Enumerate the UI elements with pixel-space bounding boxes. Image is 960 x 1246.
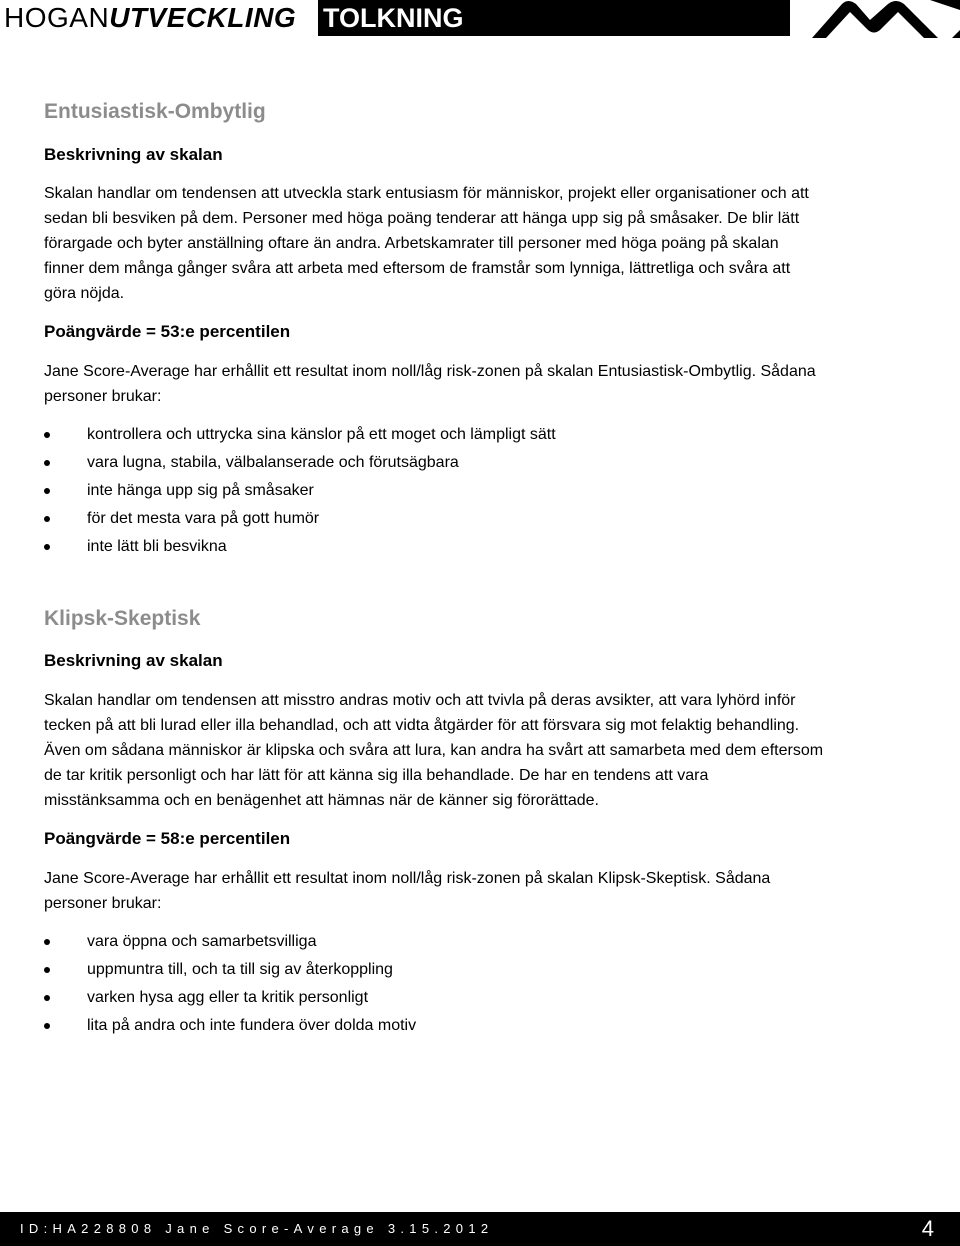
list-item [44,421,556,449]
list-item [44,449,556,477]
page-number: 4 [921,1216,934,1241]
description-heading: Beskrivning av skalan [44,145,223,164]
list-item [44,956,416,984]
list-item-text: inte hänga upp sig på småsaker [87,482,314,499]
list-item-text: varken hysa agg eller ta kritik personligt [87,989,369,1006]
list-item-text: vara lugna, stabila, välbalanserade och förutsägbara [87,454,459,471]
section-label: TOLKNING [318,0,790,36]
text-line: sedan bli besviken på dem. Personer med höga poäng tenderar att hänga upp sig på småsaker. De blir lätt [44,210,800,227]
scale-title: Klipsk-Skeptisk [44,607,201,630]
bullet-icon [44,516,50,522]
bullet-icon [44,432,50,438]
bullet-icon [44,939,50,945]
hogan-swoosh-logo-icon [812,0,960,38]
list-item-text: uppmuntra till, och ta till sig av återkoppling [87,961,393,978]
behavior-list [44,421,556,561]
list-item [44,505,556,533]
score-heading: Poängvärde = 58:e percentilen [44,829,291,848]
list-item-text: inte lätt bli besvikna [87,538,227,555]
brand-utveckling: UTVECKLING [109,2,297,33]
bullet-icon [44,544,50,550]
description-heading: Beskrivning av skalan [44,651,223,670]
bullet-icon [44,1023,50,1029]
brand-hogan: HOGAN [4,2,110,33]
scale-description [44,688,924,813]
text-line: tecken på att bli lurad eller illa behandlad, och att vidta åtgärder för att försvara sig mot felaktig behandling. [44,717,800,734]
report-id: ID:HA228808 Jane Score-Average 3.15.2012 [20,1221,494,1236]
text-line: finner dem många gånger svåra att arbeta med eftersom de framstår som lynniga, lättretliga och svåra att [44,260,791,277]
brand-title [4,0,296,36]
result-text [44,359,924,409]
bullet-icon [44,995,50,1001]
list-item-text: vara öppna och samarbetsvilliga [87,933,317,950]
text-line: de tar kritik personligt och har lätt för att känna sig illa behandlade. De har en tendens att vara [44,767,709,784]
list-item-text: kontrollera och uttrycka sina känslor på ett moget och lämpligt sätt [87,426,556,443]
text-line: Jane Score-Average har erhållit ett resultat inom noll/låg risk-zonen på skalan Klipsk-Skeptisk. Sådana [44,870,771,887]
page-footer [0,1212,960,1246]
list-item [44,928,416,956]
scale-title: Entusiastisk-Ombytlig [44,100,266,123]
list-item-text: lita på andra och inte fundera över dolda motiv [87,1017,417,1034]
text-line: Jane Score-Average har erhållit ett resultat inom noll/låg risk-zonen på skalan Entusiastisk-Ombytlig. Sådana [44,363,816,380]
text-line: Skalan handlar om tendensen att misstro andras motiv och att tvivla på deras avsikter, att vara lyhörd inför [44,692,796,709]
page-header [0,0,960,40]
text-line: misstänksamma och en benägenhet att hämnas när de känner sig förorättade. [44,792,599,809]
list-item [44,984,416,1012]
text-line: Skalan handlar om tendensen att utveckla stark entusiasm för människor, projekt eller organisationer och att [44,185,809,202]
list-item [44,1012,416,1040]
text-line: personer brukar: [44,388,162,405]
list-item [44,533,556,561]
behavior-list [44,928,416,1040]
text-line: göra nöjda. [44,285,125,302]
scale-description [44,181,924,306]
text-line: Även om sådana människor är klipska och svåra att lura, kan andra ha svårt att samarbeta med dem eftersom [44,742,824,759]
bullet-icon [44,967,50,973]
list-item-text: för det mesta vara på gott humör [87,510,320,527]
result-text [44,866,924,916]
bullet-icon [44,488,50,494]
score-heading: Poängvärde = 53:e percentilen [44,322,291,341]
text-line: förargade och byter anställning oftare än andra. Arbetskamrater till personer med höga poäng på skalan [44,235,779,252]
bullet-icon [44,460,50,466]
list-item [44,477,556,505]
text-line: personer brukar: [44,895,162,912]
